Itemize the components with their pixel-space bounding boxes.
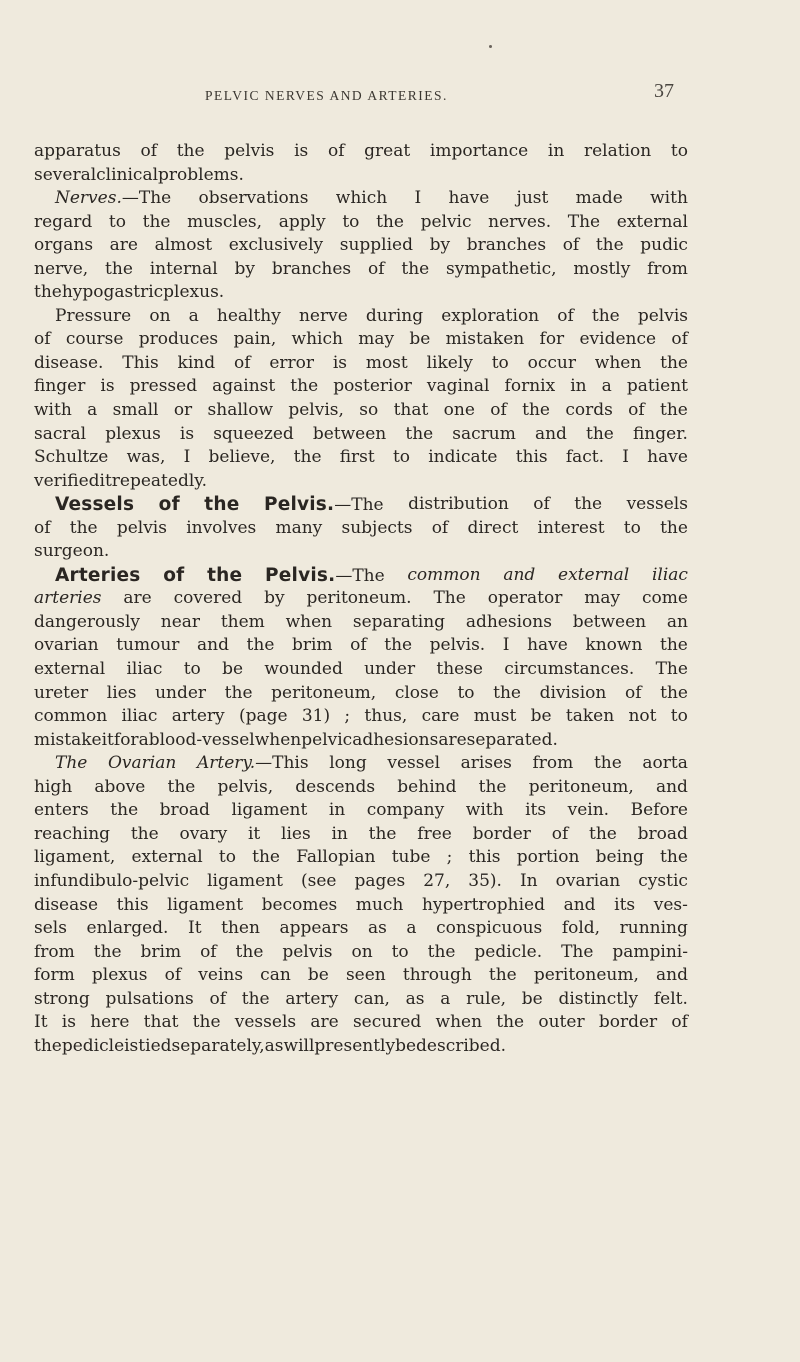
text-line: arteries are covered by peritoneum. The operator may come (34, 588, 688, 609)
text-line: ureter lies under the peritoneum, close to the division of the (34, 682, 688, 703)
text-line: high above the pelvis, descends behind the peritoneum, and (34, 776, 688, 797)
page-number: 37 (654, 80, 674, 102)
text-line: from the brim of the pelvis on to the pedicle. The pampini- (34, 941, 688, 962)
text-line: mistake it for a blood-vessel when pelvic adhesions are separated. (34, 729, 558, 750)
text-line: disease. This kind of error is most likely to occur when the (34, 352, 688, 373)
text-line: with a small or shallow pelvis, so that one of the cords of the (34, 400, 688, 421)
text-line: of course produces pain, which may be mistaken for evidence of (34, 329, 688, 350)
text-line: sels enlarged. It then appears as a conspicuous fold, running (34, 918, 688, 939)
speck (489, 45, 492, 48)
text-line: sacral plexus is squeezed between the sacrum and the finger. (34, 423, 688, 444)
text-line: strong pulsations of the artery can, as a rule, be distinctly felt. (34, 988, 688, 1009)
text-line: of the pelvis involves many subjects of direct interest to the (34, 517, 688, 538)
text-line: external iliac to be wounded under these circumstances. The (34, 659, 688, 680)
text-line: enters the broad ligament in company with its vein. Before (34, 800, 688, 821)
text-line: verified it repeatedly. (34, 470, 208, 491)
text-line: disease this ligament becomes much hypertrophied and its ves- (34, 894, 688, 915)
text-line: regard to the muscles, apply to the pelvic nerves. The external (34, 211, 688, 232)
text-line: dangerously near them when separating adhesions between an (34, 611, 688, 632)
running-head: PELVIC NERVES AND ARTERIES. (205, 88, 448, 103)
text-line: organs are almost exclusively supplied by branches of the pudic (34, 235, 688, 256)
text-line: Vessels of the Pelvis.—The distribution of the vessels (55, 494, 688, 516)
text-line: Nerves.—The observations which I have just made with (55, 188, 688, 209)
text-line: form plexus of veins can be seen through the peritoneum, and (34, 965, 688, 986)
text-line: It is here that the vessels are secured when the outer border of (34, 1012, 688, 1033)
text-line: The Ovarian Artery.—This long vessel arises from the aorta (55, 753, 688, 774)
text-line: apparatus of the pelvis is of great importance in relation to (34, 141, 688, 161)
text-line: the hypogastric plexus. (34, 282, 225, 303)
text-line: Schultze was, I believe, the first to indicate this fact. I have (34, 447, 688, 468)
text-line: ovarian tumour and the brim of the pelvis. I have known the (34, 635, 688, 656)
text-line: common iliac artery (page 31) ; thus, care must be taken not to (34, 706, 688, 727)
text-line: finger is pressed against the posterior vaginal fornix in a patient (34, 376, 688, 397)
text-line: surgeon. (34, 541, 110, 562)
text-line: reaching the ovary it lies in the free border of the broad (34, 823, 688, 844)
text-line: Pressure on a healthy nerve during exploration of the pelvis (55, 305, 688, 326)
text-line: the pedicle is tied separately, as will presently be described. (34, 1035, 507, 1056)
text-line: ligament, external to the Fallopian tube ; this portion being the (34, 847, 688, 868)
text-line: Arteries of the Pelvis.—The common and external iliac (55, 564, 688, 586)
body-text (34, 140, 688, 1058)
text-line: several clinical problems. (34, 164, 244, 185)
text-line: infundibulo-pelvic ligament (see pages 27, 35). In ovarian cystic (34, 870, 688, 891)
text-line: nerve, the internal by branches of the sympathetic, mostly from (34, 258, 688, 279)
